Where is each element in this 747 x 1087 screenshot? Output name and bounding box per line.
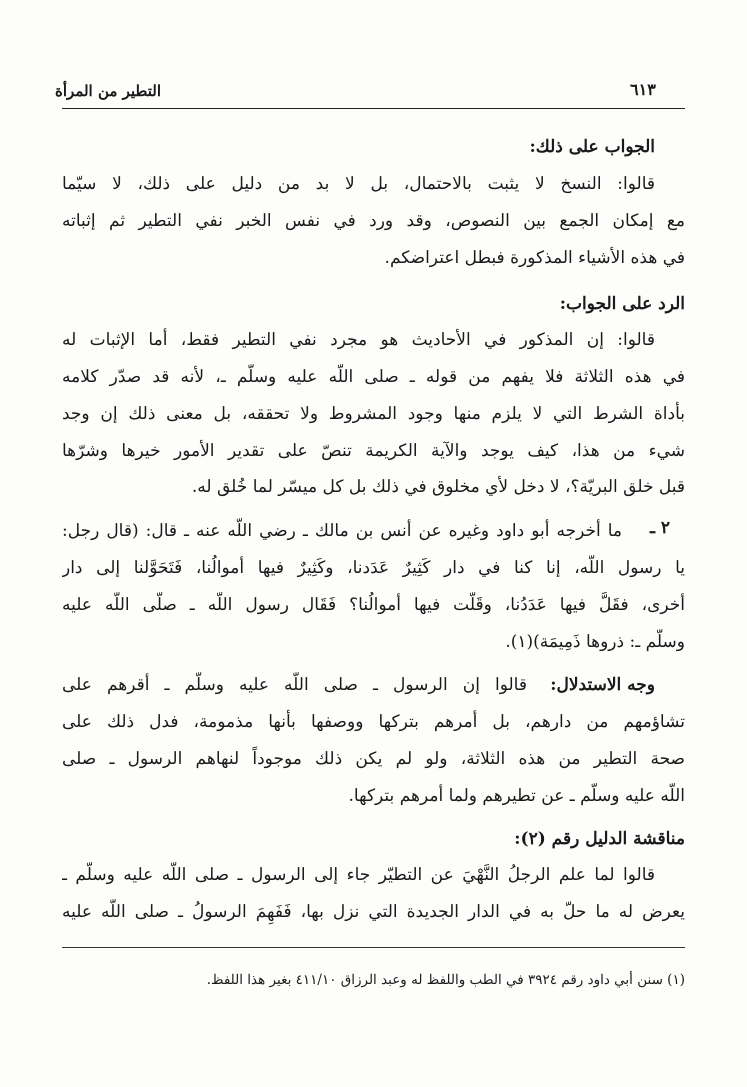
paragraph-line: قالوا لما علم الرجلُ النَّهْيَ عن التطيّر جاء إلى الرسول ـ صلى اللّه عليه وسلّم ـ — [62, 865, 655, 885]
paragraph-line: قالوا: النسخ لا يثبت بالاحتمال، بل لا بد من دليل على ذلك، لا سيّما — [62, 174, 655, 194]
section-heading-answer: الجواب على ذلك: — [529, 137, 655, 157]
paragraph-line: قالوا: إن المذكور في الأحاديث هو مجرد نفي التطير فقط، أما الإثبات له — [62, 330, 655, 350]
hadith-line: أخرى، فقَلَّ فيها عَدَدُنا، وقَلَّت فيها أموالُنا؟ فَقَال رسول اللّه ـ صلّى اللّه عليه — [62, 595, 685, 615]
hadith-line: يا رسول اللّه، إنا كنا في دار كَثِيرٌ عَدَدنا، وكَثِيرٌ فيها أموالُنا، فَتَحَوَّلنا إلى دار — [62, 558, 685, 578]
paragraph-line: بأداة الشرط التي لا يلزم منها وجود المشروط ولا تحققه، بل معنى ذلك إن وجد — [62, 404, 685, 424]
hadith-number: ٢ ـ — [650, 518, 671, 538]
paragraph-line: في هذه الثلاثة فلا يفهم من قوله ـ صلى اللّه عليه وسلّم ـ، لأنه قد صدّر كلامه — [62, 367, 685, 387]
hadith-line: ما أخرجه أبو داود وغيره عن أنس بن مالك ـ رضي اللّه عنه ـ قال: (قال رجل: — [62, 521, 622, 541]
paragraph-line: قالوا إن الرسول ـ صلى اللّه عليه وسلّم ـ أقرهم على — [62, 675, 527, 695]
paragraph-line: قبل خلق البريّة؟، لا دخل لأي مخلوق في ذلك بل كل ميسّر لما خُلق له. — [191, 477, 685, 497]
paragraph-line: يعرض له ما حلّ به في الدار الجديدة التي نزل بها، فَفَهِمَ الرسولُ ـ صلى اللّه عليه — [62, 902, 685, 922]
section-heading-discussion: مناقشة الدليل رقم (٢): — [514, 829, 685, 849]
header-divider — [62, 108, 685, 109]
running-title: التطير من المرأة — [55, 82, 161, 100]
paragraph-line: في هذه الأشياء المذكورة فبطل اعتراضكم. — [384, 248, 685, 268]
page-number: ٦١٣ — [630, 80, 656, 99]
footnote-divider — [62, 947, 685, 948]
section-heading-rebuttal: الرد على الجواب: — [559, 294, 685, 314]
inference-lead: وجه الاستدلال: — [550, 675, 655, 695]
paragraph-line: مع إمكان الجمع بين النصوص، وقد ورد في نفس الخبر نفي التطير ثم إثباته — [62, 211, 685, 231]
paragraph-line: تشاؤمهم من دارهم، بل أمرهم بتركها ووصفها بأنها مذمومة، فدل ذلك على — [62, 712, 685, 732]
hadith-line: وسلّم ـ: ذروها ذَمِيمَة)(١). — [505, 632, 685, 652]
paragraph-line: اللّه عليه وسلّم ـ عن تطيرهم ولما أمرهم بتركها. — [348, 786, 685, 806]
footnote: (١) سنن أبي داود رقم ٣٩٢٤ في الطب واللفظ له وعبد الرزاق ٤١١/١٠ بغير هذا اللفظ. — [206, 972, 685, 988]
paragraph-line: صحة التطير من هذه الثلاثة، ولو لم يكن ذلك موجوداً لنهاهم الرسول ـ صلى — [62, 749, 685, 769]
paragraph-line: شيء من هذا، كيف يوجد والآية الكريمة تنصّ على تقدير الأمور خيرها وشرّها — [62, 441, 685, 461]
